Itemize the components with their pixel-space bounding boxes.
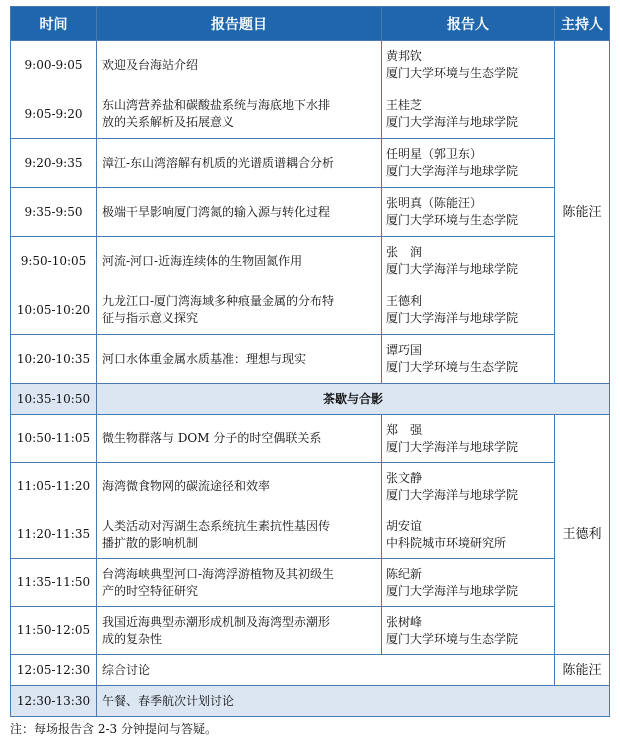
speaker-name: 张 润 [386,245,423,259]
time-cell: 10:35-10:50 [11,384,97,415]
break-row [11,384,610,415]
topic-cell [97,463,382,511]
speaker-affiliation: 厦门大学海洋与地球学院 [386,262,519,276]
topic-line: 河口水体重金属水质基准：理想与现实 [102,351,307,366]
schedule-container [10,6,609,737]
time-cell: 9:20-9:35 [11,139,97,188]
table-row [11,559,610,607]
speaker-name: 王桂芝 [386,98,423,112]
speaker-cell [382,41,555,90]
table-row [11,286,610,335]
footnote: 注：每场报告含 2-3 分钟提问与答疑。 [10,722,217,736]
topic-cell [97,559,382,607]
speaker-cell [382,463,555,511]
speaker-cell [382,511,555,559]
topic-cell [97,415,382,463]
speaker-cell [382,188,555,237]
break-title: 茶歇与合影 [97,384,610,415]
lunch-row [11,686,610,717]
speaker-cell [382,237,555,286]
topic-line: 东山湾营养盐和碳酸盐系统与海底地下水排 [102,98,331,112]
host-cell: 陈能汪 [555,41,610,384]
speaker-affiliation: 厦门大学海洋与地球学院 [386,439,519,454]
topic-cell [97,188,382,237]
topic-line: 海湾微食物网的碳流途径和效率 [102,479,271,493]
speaker-cell [382,607,555,655]
time-cell: 10:50-11:05 [11,415,97,463]
topic-line: 我国近海典型赤潮形成机制及海湾型赤潮形 [102,614,331,629]
speaker-name: 任明星（郭卫东） [386,147,483,161]
topic-cell [97,511,382,559]
topic-line: 欢迎及台海站介绍 [102,57,199,72]
time-cell: 12:05-12:30 [11,655,97,686]
topic-line: 征与指示意义探究 [102,311,199,325]
table-row [11,415,610,463]
time-cell: 11:05-11:20 [11,463,97,511]
discussion-row [11,655,610,686]
schedule-table [10,6,610,717]
topic-line: 微生物群落与 DOM 分子的时空偶联关系 [102,431,322,445]
time-cell: 10:05-10:20 [11,286,97,335]
table-row [11,237,610,286]
time-cell: 9:50-10:05 [11,237,97,286]
topic-cell [97,237,382,286]
time-cell: 10:20-10:35 [11,335,97,384]
table-row [11,463,610,511]
time-cell: 11:35-11:50 [11,559,97,607]
header-host: 主持人 [555,7,610,41]
topic-cell: 综合讨论 [97,655,555,686]
speaker-cell [382,559,555,607]
speaker-affiliation: 厦门大学海洋与地球学院 [386,115,519,129]
time-cell: 11:20-11:35 [11,511,97,559]
table-row [11,607,610,655]
table-row [11,139,610,188]
header-time: 时间 [11,7,97,41]
speaker-name: 张文静 [386,470,423,485]
time-cell: 9:00-9:05 [11,41,97,90]
speaker-affiliation: 厦门大学环境与生态学院 [386,631,519,646]
host-cell: 陈能汪 [555,655,610,686]
speaker-affiliation: 厦门大学环境与生态学院 [386,66,519,80]
speaker-affiliation: 中科院城市环境研究所 [386,535,507,550]
header-topic: 报告题目 [97,7,382,41]
speaker-affiliation: 厦门大学海洋与地球学院 [386,311,519,325]
time-cell: 9:05-9:20 [11,90,97,139]
speaker-cell [382,415,555,463]
topic-line: 产的时空特征研究 [102,583,199,598]
lunch-title: 午餐、春季航次计划讨论 [97,686,610,717]
table-row [11,90,610,139]
topic-line: 河流-河口-近海连续体的生物固氮作用 [102,253,303,268]
topic-cell [97,90,382,139]
speaker-cell [382,139,555,188]
speaker-cell [382,286,555,335]
speaker-name: 张树峰 [386,614,423,629]
host-cell: 王德利 [555,415,610,655]
topic-line: 极端干旱影响厦门湾氮的输入源与转化过程 [102,204,331,219]
speaker-name: 黄邦钦 [386,49,423,63]
speaker-affiliation: 厦门大学环境与生态学院 [386,360,519,374]
time-cell: 12:30-13:30 [11,686,97,717]
speaker-name: 胡安谊 [386,518,423,533]
topic-cell [97,286,382,335]
table-row [11,335,610,384]
topic-line: 成的复杂性 [102,631,163,646]
topic-line: 漳江-东山湾溶解有机质的光谱质谱耦合分析 [102,155,335,170]
speaker-name: 陈纪新 [386,566,423,581]
topic-cell [97,41,382,90]
table-row [11,188,610,237]
topic-cell [97,139,382,188]
speaker-name: 张明真（陈能汪） [386,196,483,210]
speaker-affiliation: 厦门大学环境与生态学院 [386,213,519,227]
speaker-affiliation: 厦门大学海洋与地球学院 [386,583,519,598]
header-row [11,7,610,41]
topic-line: 播扩散的影响机制 [102,535,199,550]
speaker-affiliation: 厦门大学海洋与地球学院 [386,164,519,178]
topic-line: 台湾海峡典型河口-海湾浮游植物及其初级生 [102,566,335,581]
speaker-name: 王德利 [386,294,423,308]
topic-line: 放的关系解析及拓展意义 [102,115,235,129]
speaker-affiliation: 厦门大学海洋与地球学院 [386,487,519,502]
table-row [11,41,610,90]
time-cell: 11:50-12:05 [11,607,97,655]
topic-cell [97,607,382,655]
speaker-name: 郑 强 [386,422,423,437]
table-row [11,511,610,559]
speaker-cell [382,335,555,384]
speaker-cell [382,90,555,139]
topic-cell [97,335,382,384]
topic-line: 九龙江口-厦门湾海域多种痕量金属的分布特 [102,294,335,308]
time-cell: 9:35-9:50 [11,188,97,237]
topic-line: 人类活动对泻湖生态系统抗生素抗性基因传 [102,518,331,533]
header-speaker: 报告人 [382,7,555,41]
speaker-name: 谭巧国 [386,343,423,357]
